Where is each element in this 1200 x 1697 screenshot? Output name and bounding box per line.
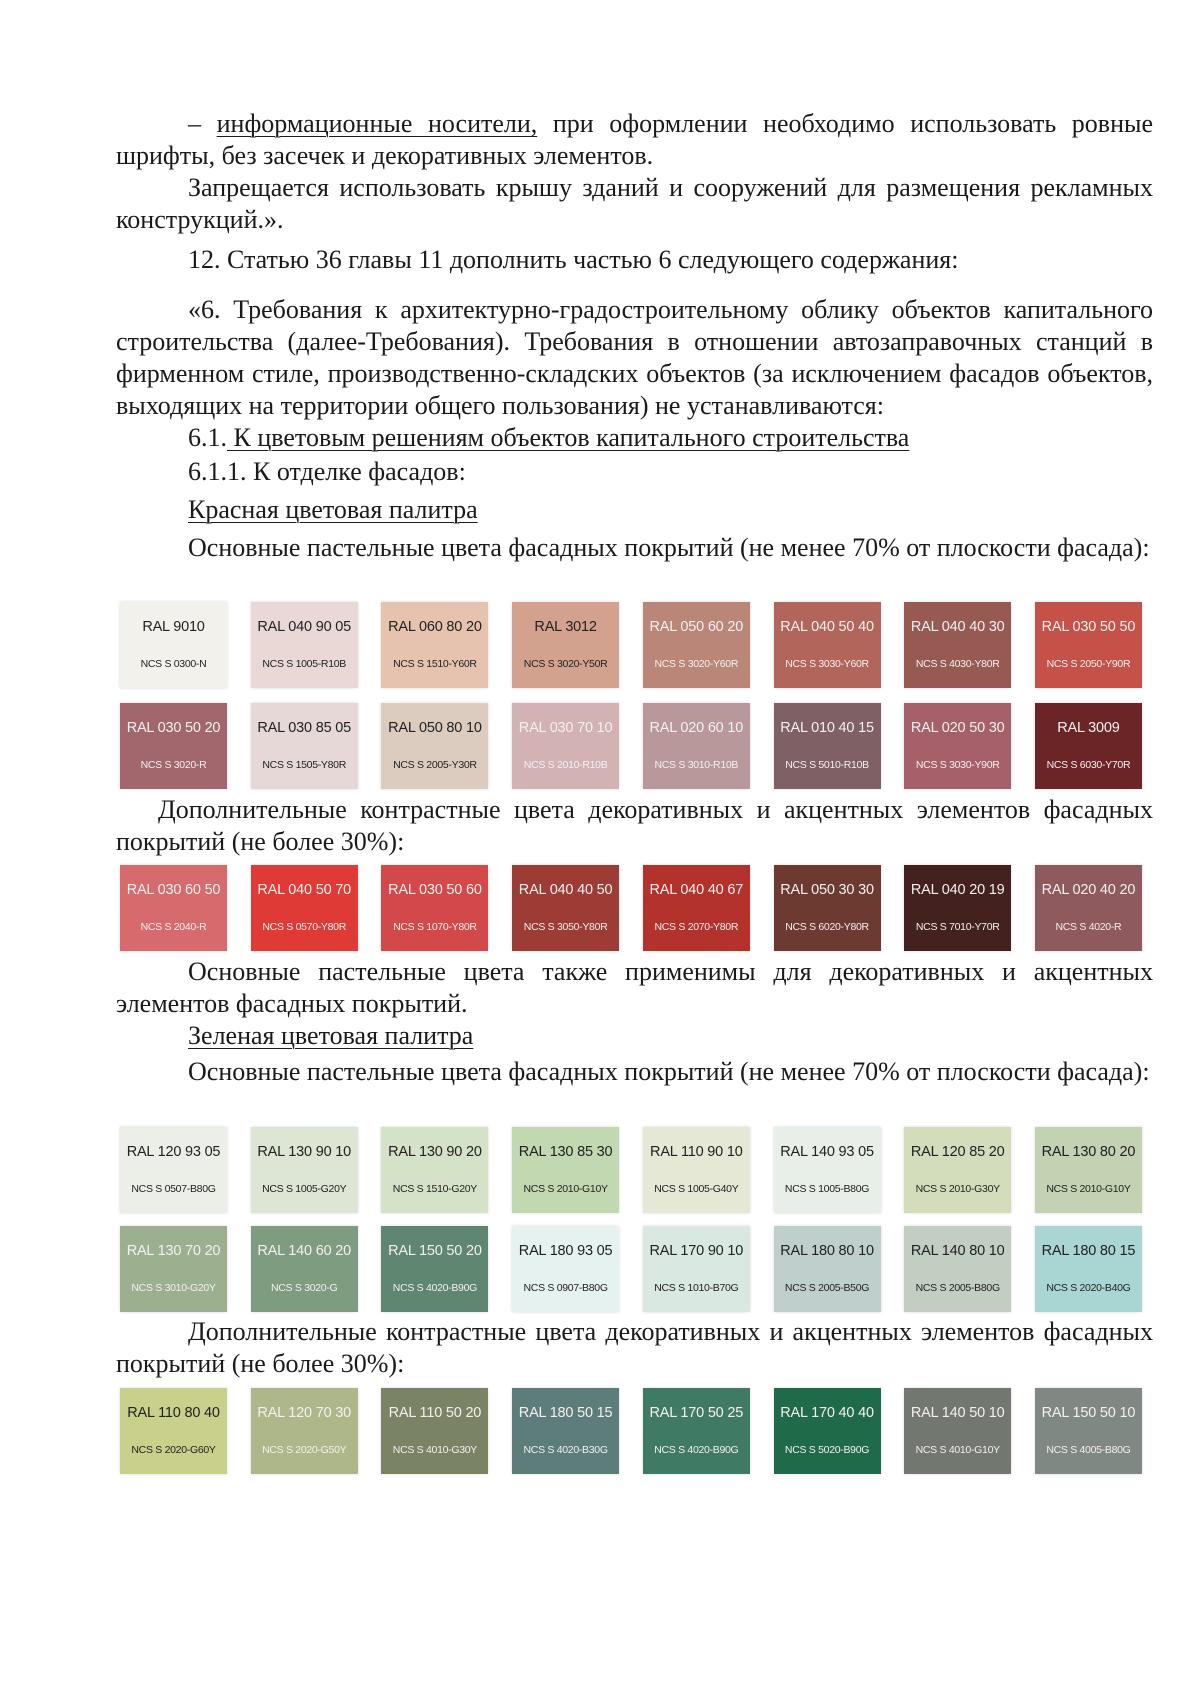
ncs-code: NCS S 3020-Y50R: [523, 658, 608, 670]
ral-code: RAL 020 60 10: [649, 720, 744, 736]
color-swatch: [512, 1127, 619, 1213]
color-swatch: [1035, 1226, 1142, 1312]
paragraph-info-carriers: [116, 108, 1153, 172]
section-number: 6.1.: [188, 423, 227, 452]
ncs-code: NCS S 7010-Y70R: [915, 921, 1000, 933]
ncs-code: NCS S 2010-G30Y: [915, 1183, 1000, 1195]
color-swatch: [120, 703, 227, 789]
ncs-code: NCS S 6020-Y80R: [785, 921, 869, 933]
color-swatch: [643, 703, 750, 789]
ncs-code: NCS S 3010-R10B: [654, 759, 739, 771]
ral-code: RAL 040 50 70: [257, 882, 351, 898]
ncs-code: NCS S 3050-Y80R: [523, 921, 608, 933]
ral-code: RAL 040 40 67: [649, 882, 744, 898]
ral-code: RAL 110 80 40: [127, 1405, 220, 1421]
color-swatch: [904, 865, 1011, 951]
ncs-code: NCS S 1010-B70G: [654, 1282, 739, 1294]
ral-code: RAL 120 70 30: [257, 1405, 351, 1421]
ncs-code: NCS S 4030-Y80R: [915, 658, 1000, 670]
ncs-code: NCS S 2010-G10Y: [523, 1183, 608, 1195]
ncs-code: NCS S 2020-G50Y: [262, 1444, 347, 1456]
color-swatch: [904, 1226, 1011, 1312]
color-swatch: [904, 703, 1011, 789]
green-extra-caption: Дополнительные контрастные цвета декоративных и акцентных элементов фасадных покрытий (не более 30%):: [116, 1317, 1153, 1378]
color-swatch: [381, 865, 488, 951]
ral-code: RAL 9010: [142, 619, 205, 635]
ncs-code: NCS S 1005-G20Y: [262, 1183, 347, 1195]
paragraph-text: при оформлении необходимо использовать ровные шрифты, без засечек и декоративных элементов.: [116, 109, 1153, 170]
ncs-code: NCS S 2050-Y90R: [1046, 658, 1131, 670]
ncs-code: NCS S 1510-G20Y: [392, 1183, 478, 1195]
ral-code: RAL 140 50 10: [910, 1405, 1005, 1421]
ncs-code: NCS S 2005-B80G: [915, 1282, 1000, 1294]
color-swatch: [1035, 602, 1142, 688]
color-swatch: [512, 602, 619, 688]
ral-code: RAL 020 50 30: [910, 720, 1005, 736]
color-swatch: [512, 1388, 619, 1474]
ncs-code: NCS S 3020-R: [140, 759, 207, 771]
ncs-code: NCS S 4010-G30Y: [392, 1444, 478, 1456]
ncs-code: NCS S 1510-Y60R: [393, 658, 477, 670]
ncs-code: NCS S 1005-G40Y: [654, 1183, 739, 1195]
swatch-row: [120, 703, 1142, 789]
ral-code: RAL 030 60 50: [126, 882, 221, 898]
ral-code: RAL 3012: [534, 619, 597, 635]
ncs-code: NCS S 2040-R: [140, 921, 207, 933]
ncs-code: NCS S 4005-B80G: [1046, 1444, 1131, 1456]
color-swatch: [120, 1388, 227, 1474]
ncs-code: NCS S 4020-B90G: [392, 1282, 478, 1294]
color-swatch: [774, 602, 881, 688]
ral-code: RAL 130 90 10: [257, 1144, 351, 1160]
ral-code: RAL 180 80 15: [1041, 1243, 1136, 1259]
color-swatch: [512, 703, 619, 789]
color-swatch: [774, 703, 881, 789]
color-swatch: [381, 1388, 488, 1474]
swatch-row: [120, 1388, 1142, 1474]
ral-code: RAL 110 50 20: [388, 1405, 482, 1421]
ncs-code: NCS S 2005-B50G: [784, 1282, 870, 1294]
ncs-code: NCS S 2020-B40G: [1046, 1282, 1131, 1294]
ral-code: RAL 130 80 20: [1041, 1144, 1136, 1160]
ncs-code: NCS S 5010-R10B: [785, 759, 869, 771]
color-swatch: [1035, 1388, 1142, 1474]
ral-code: RAL 150 50 10: [1041, 1405, 1136, 1421]
color-swatch: [120, 602, 227, 688]
color-swatch: [774, 1226, 881, 1312]
ral-code: RAL 030 50 20: [126, 720, 221, 736]
ral-code: RAL 020 40 20: [1041, 882, 1136, 898]
color-swatch: [251, 1127, 358, 1213]
red-main-caption: Основные пастельные цвета фасадных покрытий (не менее 70% от плоскости фасада):: [188, 533, 1150, 562]
section-title: К цветовым решениям объектов капитального строительства: [227, 423, 910, 452]
ncs-code: NCS S 5020-B90G: [784, 1444, 870, 1456]
ral-code: RAL 130 70 20: [126, 1243, 221, 1259]
ral-code: RAL 140 60 20: [257, 1243, 351, 1259]
ncs-code: NCS S 3020-G: [270, 1282, 338, 1294]
paragraph-article-36: 12. Статью 36 главы 11 дополнить частью 6 следующего содержания:: [188, 245, 959, 274]
ral-code: RAL 170 50 25: [649, 1405, 744, 1421]
ncs-code: NCS S 0507-B80G: [131, 1183, 216, 1195]
ncs-code: NCS S 3010-G20Y: [131, 1282, 216, 1294]
ral-code: RAL 030 50 60: [388, 882, 482, 898]
ral-code: RAL 180 50 15: [518, 1405, 613, 1421]
ncs-code: NCS S 0570-Y80R: [262, 921, 347, 933]
color-swatch: [381, 1226, 488, 1312]
ral-code: RAL 040 20 19: [910, 882, 1005, 898]
ral-code: RAL 040 40 30: [910, 619, 1005, 635]
ral-code: RAL 030 85 05: [257, 720, 351, 736]
ral-code: RAL 170 40 40: [780, 1405, 874, 1421]
color-swatch: [251, 1226, 358, 1312]
color-swatch: [251, 703, 358, 789]
ral-code: RAL 170 90 10: [649, 1243, 744, 1259]
swatch-row: [120, 1127, 1142, 1213]
ncs-code: NCS S 0907-B80G: [523, 1282, 608, 1294]
color-swatch: [643, 602, 750, 688]
color-swatch: [1035, 865, 1142, 951]
ncs-code: NCS S 3030-Y60R: [785, 658, 869, 670]
ncs-code: NCS S 1505-Y80R: [262, 759, 347, 771]
ral-code: RAL 050 80 10: [388, 720, 482, 736]
ncs-code: NCS S 3030-Y90R: [915, 759, 1000, 771]
swatch-row: [120, 865, 1142, 951]
ral-code: RAL 120 93 05: [126, 1144, 221, 1160]
color-swatch: [381, 1127, 488, 1213]
ral-code: RAL 050 60 20: [649, 619, 744, 635]
underlined-term: информационные носители,: [216, 109, 538, 138]
ncs-code: NCS S 3020-Y60R: [654, 658, 739, 670]
color-swatch: [774, 1127, 881, 1213]
color-swatch: [251, 602, 358, 688]
color-swatch: [251, 865, 358, 951]
ral-code: RAL 3009: [1057, 720, 1120, 736]
color-swatch: [643, 1388, 750, 1474]
ral-code: RAL 010 40 15: [780, 720, 874, 736]
color-swatch: [120, 1127, 227, 1213]
red-palette-title: Красная цветовая палитра: [188, 495, 478, 524]
swatch-row: [120, 602, 1142, 688]
red-palette-heading: [116, 494, 1153, 526]
color-swatch: [774, 865, 881, 951]
color-swatch: [774, 1388, 881, 1474]
color-swatch: [120, 1226, 227, 1312]
ncs-code: NCS S 4010-G10Y: [915, 1444, 1000, 1456]
green-palette-title: Зеленая цветовая палитра: [188, 1021, 474, 1050]
ral-code: RAL 040 50 40: [780, 619, 874, 635]
ncs-code: NCS S 1005-R10B: [262, 658, 347, 670]
color-swatch: [643, 1226, 750, 1312]
ncs-code: NCS S 1005-B80G: [784, 1183, 870, 1195]
ral-code: RAL 140 80 10: [910, 1243, 1005, 1259]
ral-code: RAL 110 90 10: [650, 1144, 743, 1160]
paragraph-requirements: «6. Требования к архитектурно-градостроительному облику объектов капитального строительства (далее-Требования). Требования в отношении автозаправочных станций в фирменном стиле, производственно-складских объектов (за исключением фасадов объектов, выходящих на территории общего пользования) не устанавливаются:: [116, 295, 1153, 420]
ral-code: RAL 120 85 20: [910, 1144, 1005, 1160]
ral-code: RAL 180 80 10: [780, 1243, 874, 1259]
swatch-row: [120, 1226, 1142, 1312]
green-main-caption: Основные пастельные цвета фасадных покрытий (не менее 70% от плоскости фасада):: [188, 1057, 1150, 1086]
ncs-code: NCS S 2020-G60Y: [131, 1444, 216, 1456]
ncs-code: NCS S 6030-Y70R: [1046, 759, 1131, 771]
ncs-code: NCS S 4020-B30G: [523, 1444, 608, 1456]
ral-code: RAL 040 40 50: [518, 882, 613, 898]
section-6-1: [116, 422, 1153, 454]
pastel-note: Основные пастельные цвета также применимы для декоративных и акцентных элементов фасадных покрытий.: [116, 957, 1153, 1018]
color-swatch: [904, 1127, 1011, 1213]
ral-code: RAL 150 50 20: [388, 1243, 482, 1259]
ncs-code: NCS S 2005-Y30R: [393, 759, 477, 771]
color-swatch: [1035, 1127, 1142, 1213]
paragraph-roof-ban: Запрещается использовать крышу зданий и сооружений для размещения рекламных конструкций.».: [116, 173, 1153, 234]
green-palette-heading: [116, 1020, 1153, 1052]
color-swatch: [381, 602, 488, 688]
color-swatch: [120, 865, 227, 951]
section-6-1-1: 6.1.1. К отделке фасадов:: [188, 457, 466, 486]
ncs-code: NCS S 2010-G10Y: [1046, 1183, 1131, 1195]
color-swatch: [643, 1127, 750, 1213]
ncs-code: NCS S 1070-Y80R: [393, 921, 477, 933]
color-swatch: [1035, 703, 1142, 789]
ncs-code: NCS S 2010-R10B: [523, 759, 608, 771]
ral-code: RAL 130 85 30: [518, 1144, 613, 1160]
color-swatch: [643, 865, 750, 951]
color-swatch: [381, 703, 488, 789]
ral-code: RAL 140 93 05: [780, 1144, 874, 1160]
color-swatch: [904, 1388, 1011, 1474]
ncs-code: NCS S 4020-R: [1055, 921, 1122, 933]
ncs-code: NCS S 0300-N: [140, 658, 207, 670]
ral-code: RAL 030 70 10: [518, 720, 613, 736]
ral-code: RAL 060 80 20: [388, 619, 482, 635]
ncs-code: NCS S 4020-B90G: [654, 1444, 739, 1456]
color-swatch: [512, 1226, 619, 1312]
ral-code: RAL 040 90 05: [257, 619, 351, 635]
ral-code: RAL 130 90 20: [388, 1144, 482, 1160]
ral-code: RAL 180 93 05: [518, 1243, 613, 1259]
ral-code: RAL 050 30 30: [780, 882, 874, 898]
color-swatch: [251, 1388, 358, 1474]
color-swatch: [512, 865, 619, 951]
ral-code: RAL 030 50 50: [1041, 619, 1136, 635]
dash: –: [188, 109, 217, 138]
color-swatch: [904, 602, 1011, 688]
ncs-code: NCS S 2070-Y80R: [654, 921, 739, 933]
red-extra-caption: Дополнительные контрастные цвета декоративных и акцентных элементов фасадных покрытий (не более 30%):: [116, 795, 1153, 856]
